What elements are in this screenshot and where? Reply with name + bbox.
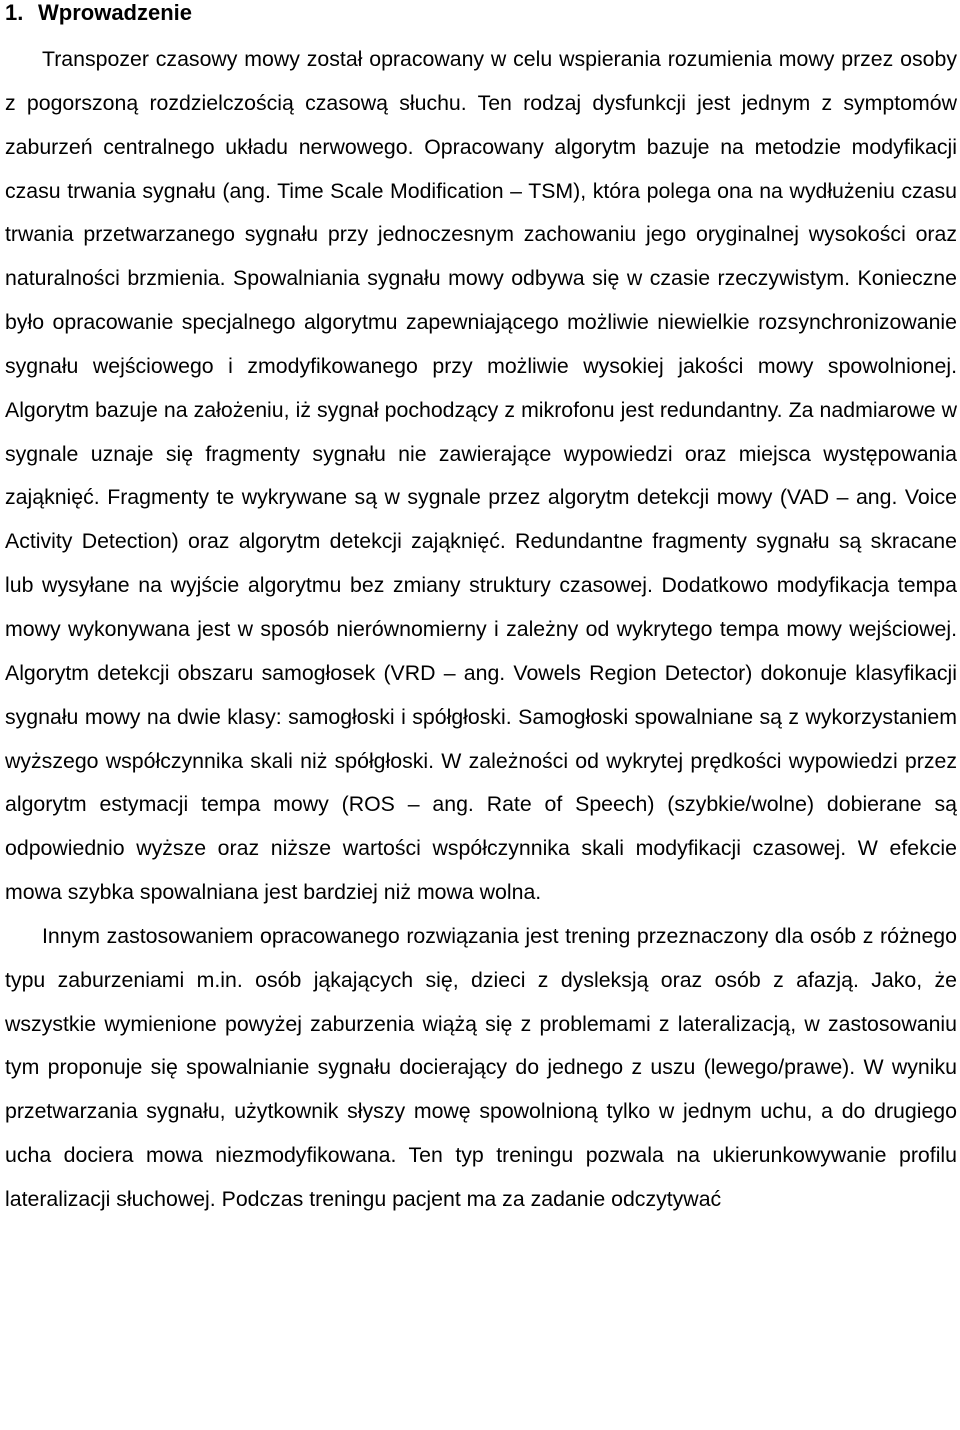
section-number: 1. xyxy=(5,0,24,25)
body-paragraph-1: Transpozer czasowy mowy został opracowany w celu wspierania rozumienia mowy przez osoby z pogorszoną rozdzielczością czasową słuchu. Ten rodzaj dysfunkcji jest jednym z symptomów zaburzeń centralnego układu nerwowego. Opracowany algorytm bazuje na metodzie modyfikacji czasu trwania sygnału (ang. Time Scale Modification – TSM), która polega ona na wydłużeniu czasu trwania przetwarzanego sygnału przy jednoczesnym zachowaniu jego oryginalnej wysokości oraz naturalności brzmienia. Spowalniania sygnału mowy odbywa się w czasie rzeczywistym. Konieczne było opracowanie specjalnego algorytmu zapewniającego możliwie niewielkie rozsynchronizowanie sygnału wejściowego i zmodyfikowanego przy możliwie wysokiej jakości mowy spowolnionej. Algorytm bazuje na założeniu, iż sygnał pochodzący z mikrofonu jest redundantny. Za nadmiarowe w sygnale uznaje się fragmenty sygnału nie zawierające wypowiedzi oraz miejsca występowania zająknięć. Fragmenty te wykrywane są w sygnale przez algorytm detekcji mowy (VAD – ang. Voice Activity Detection) oraz algorytm detekcji zająknięć. Redundantne fragmenty sygnału są skracane lub wysyłane na wyjście algorytmu bez zmiany struktury czasowej. Dodatkowo modyfikacja tempa mowy wykonywana jest w sposób nierównomierny i zależny od wykrytego tempa mowy wejściowej. Algorytm detekcji obszaru samogłosek (VRD – ang. Vowels Region Detector) dokonuje klasyfikacji sygnału mowy na dwie klasy: samogłoski i spółgłoski. Samogłoski spowalniane są z wykorzystaniem wyższego współczynnika skali niż spółgłoski. W zależności od wykrytej prędkości wypowiedzi przez algorytm estymacji tempa mowy (ROS – ang. Rate of Speech) (szybkie/wolne) dobierane są odpowiednio wyższe oraz niższe wartości współczynnika skali modyfikacji czasowej. W efekcie mowa szybka spowalniana jest bardziej niż mowa wolna. xyxy=(5,47,957,905)
section-heading xyxy=(5,0,957,28)
section-title: Wprowadzenie xyxy=(38,0,193,25)
body-paragraph-2: Innym zastosowaniem opracowanego rozwiązania jest trening przeznaczony dla osób z różnego typu zaburzeniami m.in. osób jąkających się, dzieci z dysleksją oraz osób z afazją. Jako, że wszystkie wymienione powyżej zaburzenia wiążą się z problemami z lateralizacją, w zastosowaniu tym proponuje się spowalnianie sygnału docierający do jednego z uszu (lewego/prawe). W wyniku przetwarzania sygnału, użytkownik słyszy mowę spowolnioną tylko w jednym uchu, a do drugiego ucha dociera mowa niezmodyfikowana. Ten typ treningu pozwala na ukierunkowywanie profilu lateralizacji słuchowej. Podczas treningu pacjent ma za zadanie odczytywać xyxy=(5,923,957,1211)
document-page xyxy=(5,0,957,1222)
